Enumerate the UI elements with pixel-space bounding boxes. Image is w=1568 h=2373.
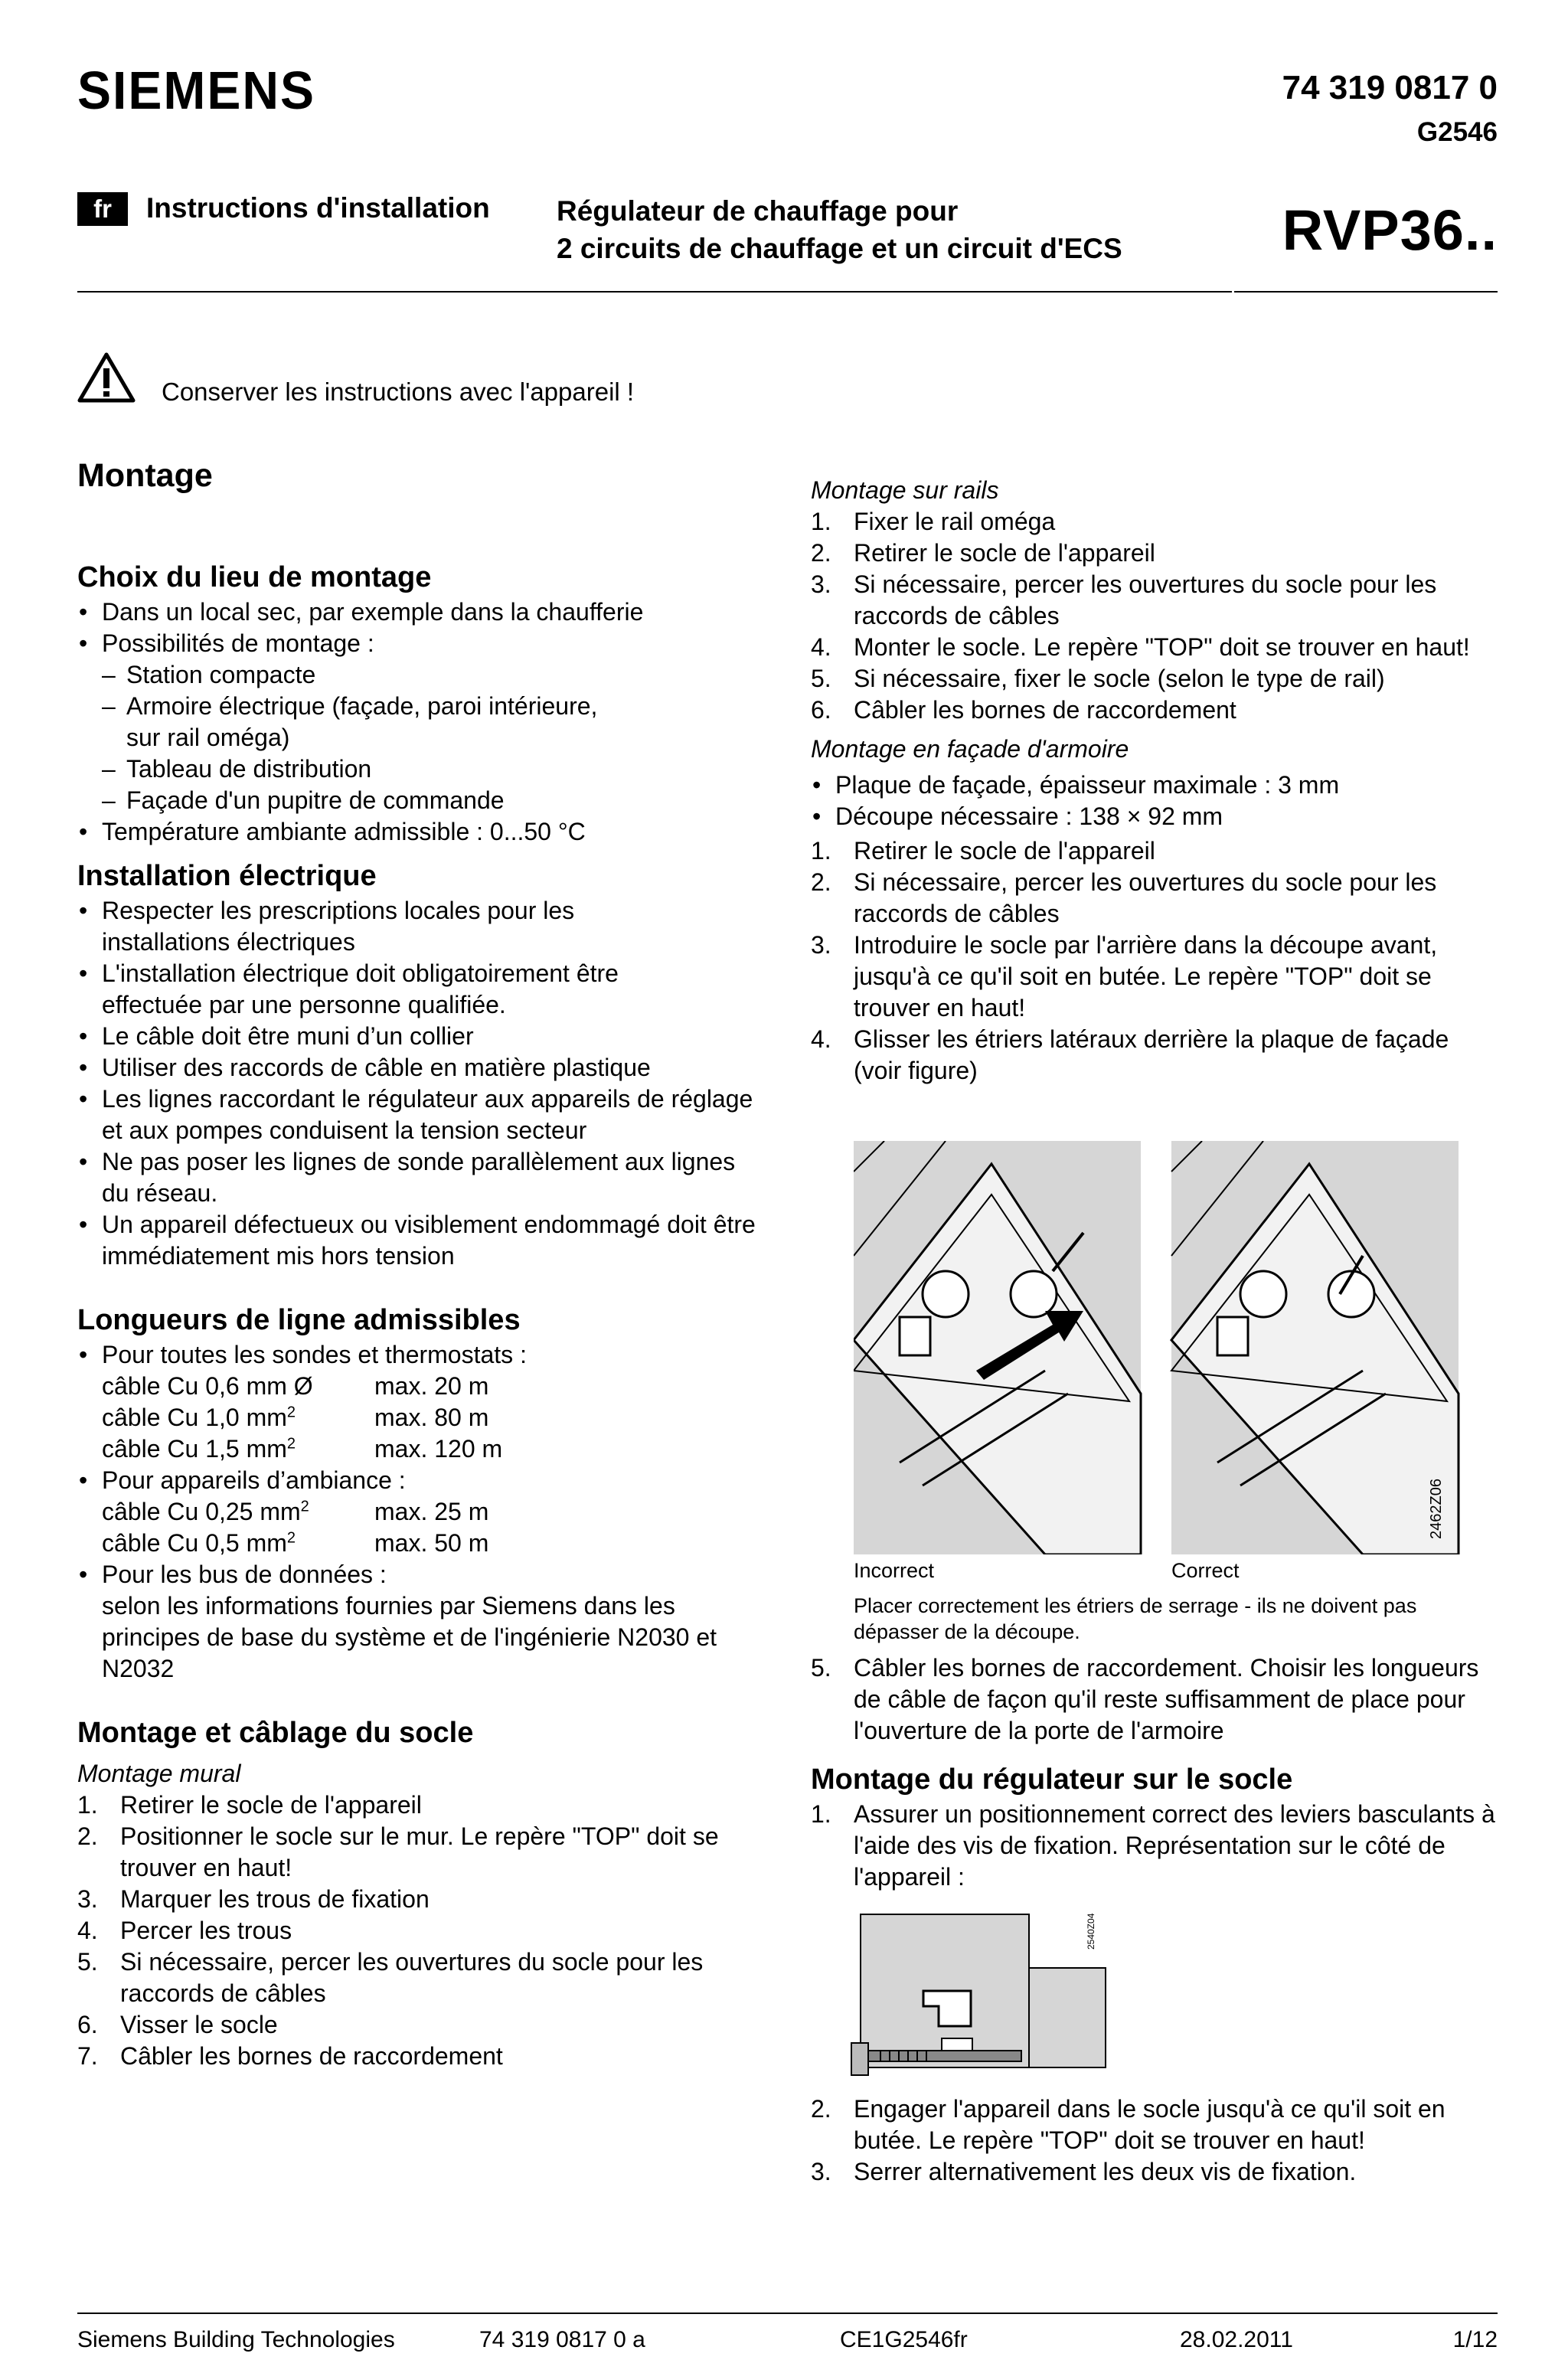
list-item	[77, 1884, 766, 1915]
list-item	[77, 2009, 766, 2041]
superscript: 2	[286, 1435, 296, 1453]
heading-regulateur: Montage du régulateur sur le socle	[811, 1763, 1293, 1796]
step-number: 4.	[811, 1025, 831, 1053]
list-item: – Station compacte	[77, 659, 766, 691]
footer-company: Siemens Building Technologies	[77, 2327, 395, 2352]
step-text: Introduire le socle par l'arrière dans la découpe avant, jusqu'à ce qu'il soit en butée. Le repère "TOP" doit se trouver en haut!	[854, 931, 1438, 1021]
footer-date: 28.02.2011	[1180, 2327, 1293, 2352]
facade-bullets	[811, 770, 1500, 832]
list-item	[811, 835, 1500, 867]
figure-device-side-drawing	[850, 1907, 1110, 2090]
step-text: Retirer le socle de l'appareil	[120, 1791, 422, 1819]
cable-max: max. 120 m	[374, 1435, 503, 1463]
mural-steps	[77, 1790, 766, 2072]
list-item	[77, 2041, 766, 2072]
right-column-bottom	[811, 2094, 1500, 2188]
list-text: • Pour les bus de données :	[102, 1561, 387, 1588]
section-title-montage: Montage	[77, 457, 213, 494]
header-rule	[77, 291, 1232, 293]
regulateur-steps-2-3	[811, 2094, 1500, 2188]
figure-code-2: 2540Z04	[1086, 1913, 1096, 1950]
list-item	[811, 930, 1500, 1024]
list-item	[77, 1465, 766, 1559]
figure-caption: Placer correctement les étriers de serrage - ils ne doivent pas dépasser de la découpe.	[854, 1594, 1417, 1643]
language-badge: fr	[77, 192, 128, 226]
list-text: Armoire électrique (façade, paroi intérieure,	[126, 692, 598, 720]
step-text: Si nécessaire, fixer le socle (selon le type de rail)	[854, 665, 1385, 692]
facade-steps	[811, 835, 1500, 1087]
left-column	[77, 454, 766, 2072]
right-column	[811, 475, 1500, 1087]
step-text: Câbler les bornes de raccordement	[120, 2042, 503, 2070]
step-text: Visser le socle	[120, 2011, 278, 2038]
step-number: 1.	[811, 837, 831, 865]
cable-table	[102, 1371, 766, 1465]
footer-doc: 74 319 0817 0 a	[479, 2327, 645, 2352]
list-item	[811, 1799, 1500, 1893]
list-text: • Pour toutes les sondes et thermostats :	[102, 1341, 527, 1368]
header-rule-right	[1234, 291, 1498, 293]
figure-correct	[1171, 1141, 1459, 1554]
step-text: Assurer un positionnement correct des leviers basculants à l'aide des vis de fixation. Représentation sur le côté de l'appareil :	[854, 1800, 1495, 1891]
heading-longueurs: Longueurs de ligne admissibles	[77, 1304, 521, 1336]
list-item: • Plaque de façade, épaisseur maximale : 3 mm	[811, 770, 1500, 801]
step-text: Retirer le socle de l'appareil	[854, 539, 1155, 567]
siemens-logo: SIEMENS	[77, 60, 316, 120]
list-item	[811, 1024, 1500, 1087]
step-text: Si nécessaire, percer les ouvertures du socle pour les raccords de câbles	[120, 1948, 704, 2007]
list-item: • Possibilités de montage :	[77, 628, 766, 659]
step-text: Câbler les bornes de raccordement. Choisir les longueurs de câble de façon qu'il reste suffisamment de place pour l'ouverture de la porte de l'armoire	[854, 1654, 1479, 1744]
right-column-lower	[811, 1652, 1500, 1893]
figure-etriers-drawing	[854, 1141, 1466, 1554]
step-number: 2.	[77, 1822, 98, 1850]
cable-type	[102, 1402, 374, 1433]
cable-type-text: câble Cu 1,5 mm	[102, 1435, 287, 1463]
subject-line-2: 2 circuits de chauffage et un circuit d'ECS	[557, 233, 1122, 264]
step-text: Si nécessaire, percer les ouvertures du socle pour les raccords de câbles	[854, 570, 1437, 629]
figure-etriers	[854, 1141, 1466, 1558]
list-text: selon les informations fournies par Siemens dans les principes de base du système et de l'ingénierie N2030 et N2032	[102, 1592, 717, 1682]
figure-code: 2462Z06	[1428, 1479, 1445, 1539]
list-text: sur rail oméga)	[126, 724, 290, 751]
warning-triangle-icon	[77, 351, 136, 407]
superscript: 2	[286, 1529, 296, 1547]
document-number: 74 319 0817 0	[1282, 69, 1498, 106]
step-number: 6.	[811, 696, 831, 724]
step-text: Câbler les bornes de raccordement	[854, 696, 1236, 724]
list-item: • Le câble doit être muni d’un collier	[77, 1021, 751, 1052]
document-subject	[557, 192, 1122, 267]
step-number: 5.	[811, 1654, 831, 1682]
cable-max: max. 25 m	[374, 1498, 489, 1525]
cable-max: max. 50 m	[374, 1529, 489, 1557]
step-number: 2.	[811, 868, 831, 896]
list-item	[77, 1915, 766, 1946]
step-text: Glisser les étriers latéraux derrière la plaque de façade (voir figure)	[854, 1025, 1449, 1084]
figure-label-incorrect: Incorrect	[854, 1559, 935, 1582]
list-item	[811, 569, 1500, 632]
step-text: Serrer alternativement les deux vis de fixation.	[854, 2158, 1357, 2185]
footer-ref: CE1G2546fr	[840, 2327, 968, 2352]
list-item	[811, 1652, 1500, 1747]
superscript: 2	[300, 1498, 309, 1515]
list-item: • L'installation électrique doit obligatoirement être effectuée par une personne qualifiée.	[77, 958, 684, 1021]
subheading-rails: Montage sur rails	[811, 476, 999, 504]
step-number: 1.	[811, 508, 831, 535]
list-item	[811, 632, 1500, 663]
subheading-facade: Montage en façade d'armoire	[811, 735, 1129, 763]
list-item	[77, 1559, 766, 1685]
list-item: – Tableau de distribution	[77, 753, 766, 785]
choix-list	[77, 597, 766, 848]
cable-type-text: câble Cu 0,25 mm	[102, 1498, 301, 1525]
list-item: • Dans un local sec, par exemple dans la chaufferie	[77, 597, 766, 628]
cable-type	[102, 1496, 374, 1528]
document-code: G2546	[1416, 117, 1498, 147]
cable-max: max. 20 m	[374, 1372, 489, 1400]
step-text: Monter le socle. Le repère "TOP" doit se trouver en haut!	[854, 633, 1470, 661]
step-number: 5.	[77, 1948, 98, 1976]
step-text: Fixer le rail oméga	[854, 508, 1056, 535]
list-item	[811, 695, 1500, 726]
regulateur-step-1	[811, 1799, 1500, 1893]
footer-page: 1/12	[1452, 2327, 1498, 2352]
list-item	[811, 538, 1500, 569]
rails-steps	[811, 506, 1500, 726]
cable-table	[102, 1496, 766, 1559]
heading-installation: Installation électrique	[77, 860, 377, 892]
cable-type	[102, 1528, 374, 1559]
subject-line-1: Régulateur de chauffage pour	[557, 195, 959, 227]
step-text: Marquer les trous de fixation	[120, 1885, 430, 1913]
list-item: • Utiliser des raccords de câble en matière plastique	[77, 1052, 751, 1084]
step-text: Positionner le socle sur le mur. Le repère "TOP" doit se trouver en haut!	[120, 1822, 719, 1881]
list-item	[811, 506, 1500, 538]
step-number: 4.	[77, 1917, 98, 1944]
step-number: 1.	[811, 1800, 831, 1828]
superscript: 2	[286, 1404, 296, 1421]
list-item	[77, 1946, 766, 2009]
cable-type	[102, 1433, 374, 1465]
document-title: Instructions d'installation	[146, 192, 490, 224]
facade-step-5	[811, 1652, 1500, 1747]
cable-type-text: câble Cu 0,5 mm	[102, 1529, 287, 1557]
subheading-mural: Montage mural	[77, 1760, 241, 1787]
step-number: 1.	[77, 1791, 98, 1819]
list-item	[77, 1339, 766, 1465]
list-item: – Façade d'un pupitre de commande	[77, 785, 766, 816]
step-number: 6.	[77, 2011, 98, 2038]
list-item	[77, 691, 766, 753]
step-number: 7.	[77, 2042, 98, 2070]
step-number: 3.	[811, 931, 831, 959]
list-item: • Respecter les prescriptions locales pour les installations électriques	[77, 895, 653, 958]
model-number: RVP36..	[1282, 198, 1498, 262]
figure-label-correct: Correct	[1171, 1559, 1240, 1582]
list-item	[811, 663, 1500, 695]
step-number: 3.	[811, 570, 831, 598]
list-item: • Les lignes raccordant le régulateur aux appareils de réglage et aux pompes conduisent la tension secteur	[77, 1084, 760, 1146]
list-item	[811, 2156, 1500, 2188]
step-number: 3.	[77, 1885, 98, 1913]
list-item: • Un appareil défectueux ou visiblement endommagé doit être immédiatement mis hors tension	[77, 1209, 760, 1272]
list-item: • Ne pas poser les lignes de sonde parallèlement aux lignes du réseau.	[77, 1146, 760, 1209]
step-text: Retirer le socle de l'appareil	[854, 837, 1155, 865]
list-item: • Température ambiante admissible : 0...50 °C	[77, 816, 766, 848]
cable-max: max. 80 m	[374, 1404, 489, 1431]
footer-rule	[77, 2313, 1498, 2314]
step-number: 5.	[811, 665, 831, 692]
list-text: • Pour appareils d’ambiance :	[102, 1466, 406, 1494]
list-item	[77, 1790, 766, 1821]
step-text: Percer les trous	[120, 1917, 292, 1944]
step-number: 3.	[811, 2158, 831, 2185]
longueurs-list	[77, 1339, 766, 1685]
list-item: • Découpe nécessaire : 138 × 92 mm	[811, 801, 1500, 832]
step-text: Si nécessaire, percer les ouvertures du socle pour les raccords de câbles	[854, 868, 1437, 927]
step-number: 4.	[811, 633, 831, 661]
step-number: 2.	[811, 2095, 831, 2123]
figure-incorrect	[854, 1141, 1141, 1554]
list-item	[811, 2094, 1500, 2156]
cable-type: câble Cu 0,6 mm Ø	[102, 1372, 313, 1400]
list-item	[77, 1821, 766, 1884]
heading-socle: Montage et câblage du socle	[77, 1717, 474, 1749]
list-item	[811, 867, 1500, 930]
cable-type-text: câble Cu 1,0 mm	[102, 1404, 287, 1431]
elec-list	[77, 895, 756, 1272]
warning-text: Conserver les instructions avec l'appareil !	[162, 378, 635, 406]
heading-choix: Choix du lieu de montage	[77, 561, 432, 593]
step-number: 2.	[811, 539, 831, 567]
figure-device-side	[850, 1907, 1110, 2094]
step-text: Engager l'appareil dans le socle jusqu'à ce qu'il soit en butée. Le repère "TOP" doit se trouver en haut!	[854, 2095, 1446, 2154]
